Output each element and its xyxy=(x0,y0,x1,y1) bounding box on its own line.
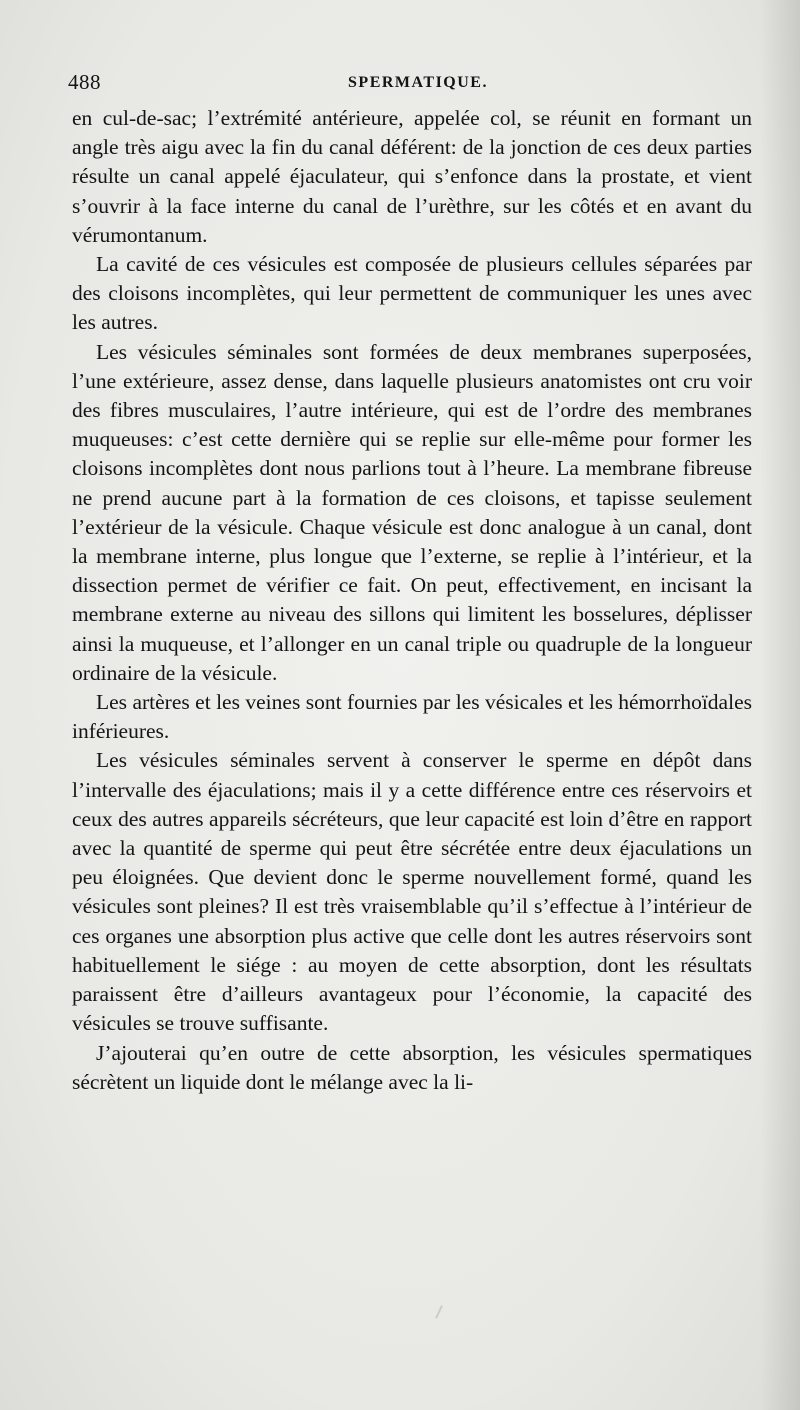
paragraph: Les vésicules séminales servent à conserver le sperme en dépôt dans l’intervalle des éjaculations; mais il y a cette différence entre ces réservoirs et ceux des autres appareils sécréteurs, que leur capacité est loin d’être en rapport avec la quantité de sperme qui peut être sécrétée entre deux éjaculations un peu éloignées. Que devient donc le sperme nouvellement formé, quand les vésicules sont pleines? Il est très vraisemblable qu’il s’effectue à l’intérieur de ces organes une absorption plus active que celle dont les autres réservoirs sont habituellement le siége : au moyen de cette absorption, dont les résultats paraissent être d’ailleurs avantageux pour l’économie, la capacité des vésicules se trouve suffisante. xyxy=(72,748,752,1036)
running-head: SPERMATIQUE. xyxy=(348,74,488,91)
page-header xyxy=(68,70,748,106)
paragraph: Les vésicules séminales sont formées de deux membranes superposées, l’une extérieure, assez dense, dans laquelle plusieurs anatomistes ont cru voir des fibres musculaires, l’autre intérieure, qui est de l’ordre des membranes muqueuses: c’est cette dernière qui se replie sur elle-même pour former les cloisons incomplètes dont nous parlions tout à l’heure. La membrane fibreuse ne prend aucune part à la formation de ces cloisons, et tapisse seulement l’extérieur de la vésicule. Chaque vésicule est donc analogue à un canal, dont la membrane interne, plus longue que l’externe, se replie à l’intérieur, et la dissection permet de vérifier ce fait. On peut, effectivement, en incisant la membrane externe au niveau des sillons qui limitent les bosselures, déplisser ainsi la muqueuse, et l’allonger en un canal triple ou quadruple de la longueur ordinaire de la vésicule. xyxy=(72,339,752,685)
page-edge-shadow xyxy=(760,0,800,1410)
paragraph: J’ajouterai qu’en outre de cette absorption, les vésicules spermatiques sécrètent un liquide dont le mélange avec la li- xyxy=(72,1040,752,1094)
paragraph: Les artères et les veines sont fournies par les vésicales et les hémorrhoïdales inférieures. xyxy=(72,690,752,744)
paragraph: La cavité de ces vésicules est composée de plusieurs cellules séparées par des cloisons incomplètes, qui leur permettent de communiquer les unes avec les autres. xyxy=(72,252,752,335)
body-text xyxy=(72,104,752,1097)
paragraph: en cul-de-sac; l’extrémité antérieure, appelée col, se réunit en formant un angle très aigu avec la fin du canal déférent: de la jonction de ces deux parties résulte un canal appelé éjaculateur, qui s’enfonce dans la prostate, et vient s’ouvrir à la face interne du canal de l’urèthre, sur les côtés et en avant du vérumontanum. xyxy=(72,106,752,247)
paper-mark xyxy=(435,1305,443,1319)
page-number: 488 xyxy=(68,70,101,94)
